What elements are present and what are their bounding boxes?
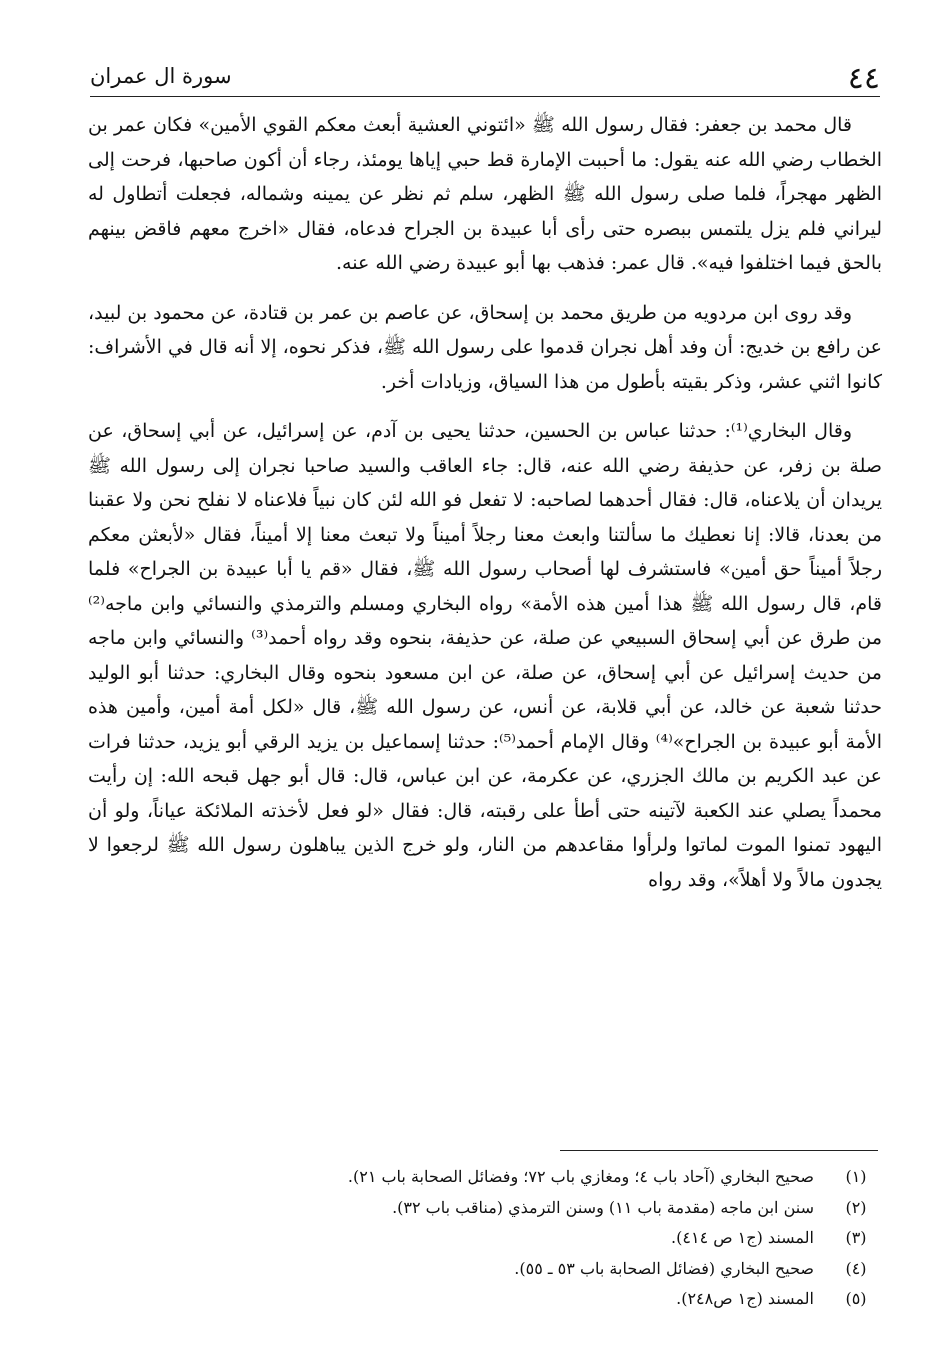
footnote (150, 1254, 880, 1285)
body-text (88, 108, 882, 897)
running-title: سورة ال عمران (90, 64, 232, 88)
paragraph: وقال البخاري⁽¹⁾: حدثنا عباس بن الحسين، حدثنا يحيى بن آدم، عن إسرائيل، عن أبي إسحاق، عن صلة بن زفر، عن حذيفة رضي الله عنه، قال: جاء العاقب والسيد صاحبا نجران إلى رسول الله ﷺ يريدان أن يلاعناه، قال: فقال أحدهما لصاحبه: لا تفعل فو الله لئن كان نبياً فلاعناه لا نفلح نحن ولا عقبنا من بعدنا، قالا: إنا نعطيك ما سألتنا وابعث معنا رجلاً أميناً ولا تبعث معنا إلا أميناً، فقال «لأبعثن معكم رجلاً أميناً حق أمين» فاستشرف لها أصحاب رسول الله ﷺ، فقال «قم يا أبا عبيدة بن الجراح» فلما قام، قال رسول الله ﷺ هذا أمين هذه الأمة» رواه البخاري ومسلم والترمذي والنسائي وابن ماجه⁽²⁾ من طرق عن أبي إسحاق السبيعي عن صلة، عن حذيفة، بنحوه وقد رواه أحمد⁽³⁾ والنسائي وابن ماجه من حديث إسرائيل عن أبي إسحاق، عن صلة، عن ابن مسعود بنحوه وقال البخاري: حدثنا أبو الوليد حدثنا شعبة عن خالد، عن أبي قلابة، عن أنس، عن رسول الله ﷺ، قال «لكل أمة أمين، وأمين هذه الأمة أبو عبيدة بن الجراح»⁽⁴⁾ وقال الإمام أحمد⁽⁵⁾: حدثنا إسماعيل بن يزيد الرقي أبو يزيد، حدثنا فرات عن عبد الكريم بن مالك الجزري، عن عكرمة، عن ابن عباس، قال: قال أبو جهل قبحه الله: إن رأيت محمداً يصلي عند الكعبة لآتينه حتى أطأ على رقبته، قال: فقال «لو فعل لأخذته الملائكة عياناً، ولو أن اليهود تمنوا الموت لماتوا ولرأوا مقاعدهم من النار، ولو خرج الذين يباهلون رسول الله ﷺ لرجعوا لا يجدون مالاً ولا أهلاً»، وقد رواه (88, 420, 882, 891)
footnote (150, 1162, 880, 1193)
footnote-text: سنن ابن ماجه (مقدمة باب ١١) وسنن الترمذي (مناقب باب ٣٢). (392, 1197, 814, 1217)
footnote (150, 1223, 880, 1254)
page-number: ٤٤ (847, 61, 880, 96)
footnotes (150, 1162, 880, 1315)
footnote-number: (٥) (845, 1289, 867, 1308)
footnote-number: (٤) (845, 1258, 867, 1278)
paragraph: قال محمد بن جعفر: فقال رسول الله ﷺ «ائتوني العشية أبعث معكم القوي الأمين» فكان عمر بن الخطاب رضي الله عنه يقول: ما أحببت الإمارة قط حبي إياها يومئذ، رجاء أن أكون صاحبها، فرحت إلى الظهر مهجراً، فلما صلى رسول الله ﷺ الظهر، سلم ثم نظر عن يمينه وشماله، فجعلت أتطاول له ليراني فلم يزل يلتمس ببصره حتى رأى أبا عبيدة بن الجراح فدعاه، فقال «اخرج معهم فاقض بينهم بالحق فيما اختلفوا فيه». قال عمر: فذهب بها أبو عبيدة رضي الله عنه. (88, 114, 882, 274)
footnote-text: المسند (ج١ ص ٤١٤). (671, 1228, 814, 1247)
footnote-number: (٣) (845, 1228, 867, 1247)
page-header (90, 58, 880, 94)
header-rule (90, 96, 880, 97)
footnote-rule (560, 1150, 878, 1151)
footnote-number: (٢) (845, 1197, 867, 1217)
paragraph: وقد روى ابن مردويه من طريق محمد بن إسحاق، عن عاصم بن عمر بن قتادة، عن محمود بن لبيد، عن رافع بن خديج: أن وفد أهل نجران قدموا على رسول الله ﷺ، فذكر نحوه، إلا أنه قال في الأشراف: كانوا اثني عشر، وذكر بقيته بأطول من هذا السياق، وزيادات أخر. (88, 301, 882, 393)
footnote-text: المسند (ج١ ص٢٤٨). (676, 1289, 814, 1308)
footnote-text: صحيح البخاري (آحاد باب ٤؛ ومغازي باب ٧٢؛ وفضائل الصحابة باب ٢١). (347, 1167, 814, 1186)
footnote (150, 1193, 880, 1224)
footnote-text: صحيح البخاري (فضائل الصحابة باب ٥٣ ـ ٥٥). (514, 1258, 814, 1278)
footnote-number: (١) (845, 1167, 867, 1186)
footnote (150, 1284, 880, 1315)
